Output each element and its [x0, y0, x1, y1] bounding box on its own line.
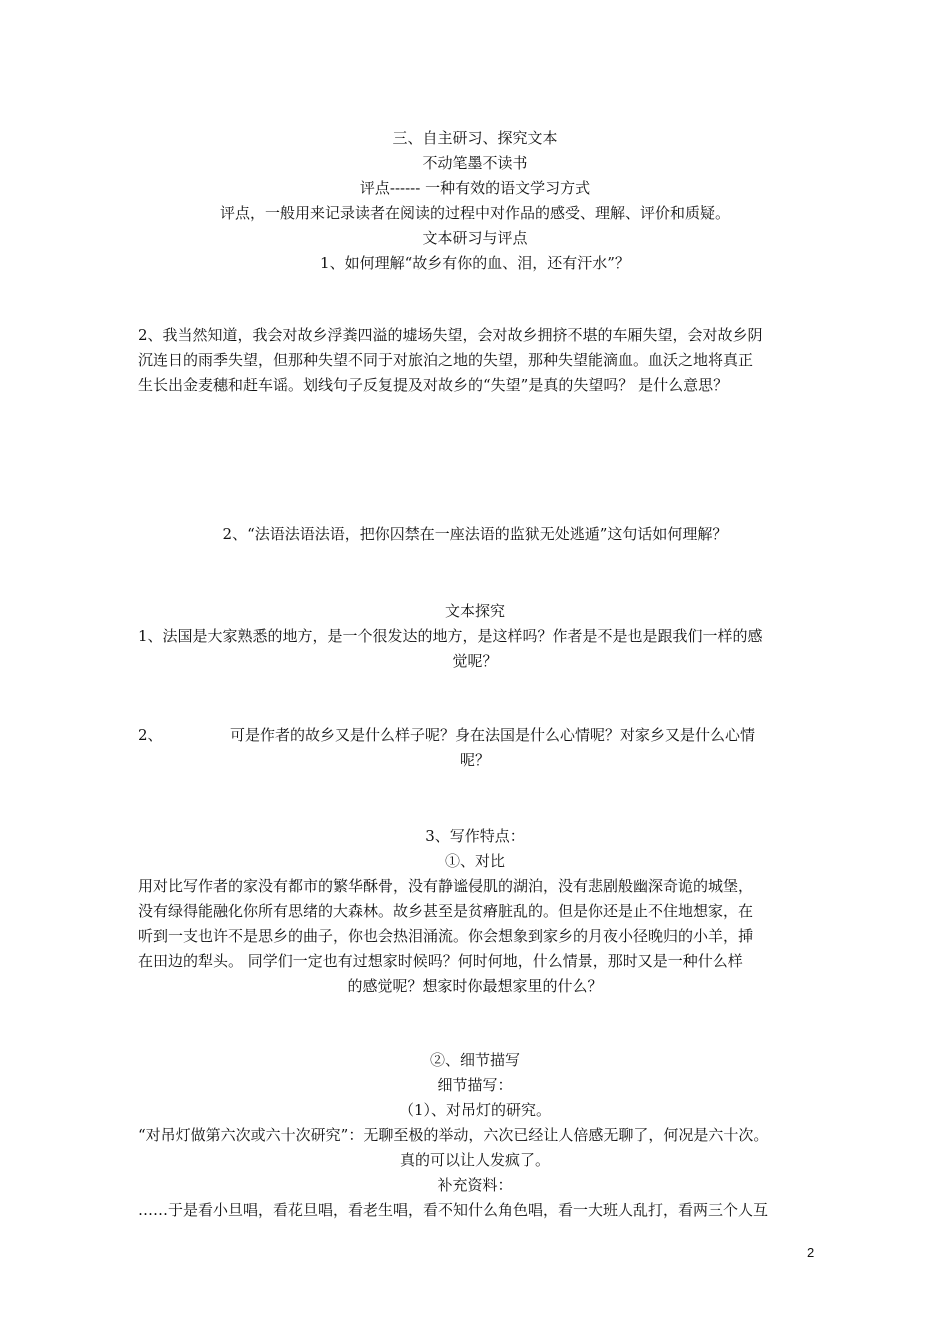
subheading: 评点------ 一种有效的语文学习方式 [359, 179, 591, 197]
page-number: 2 [807, 1245, 815, 1260]
paragraph-line: 1、法国是大家熟悉的地方，是一个很发达的地方，是这样吗？作者是不是也是跟我们一样的感 [138, 627, 763, 645]
question: 2、“法语法语法语，把你囚禁在一座法语的监狱无处逃遁”这句话如何理解？ [222, 525, 728, 543]
subheading: 3、写作特点： [425, 827, 525, 845]
paragraph-line: 生长出金麦穗和赶车谣。划线句子反复提及对故乡的“失望”是真的失望吗？ 是什么意思？ [138, 376, 729, 394]
paragraph-line: 用对比写作者的家没有都市的繁华酥骨，没有静谧侵肌的湖泊，没有悲剧般幽深奇诡的城堡， [138, 877, 754, 895]
subheading: 文本研习与评点 [422, 229, 528, 247]
paragraph-line: 在田边的犁头。 同学们一定也有过想家时候吗？何时何地，什么情景，那时又是一种什么样 [138, 952, 743, 970]
paragraph-line: 评点，一般用来记录读者在阅读的过程中对作品的感受、理解、评价和质疑。 [219, 204, 730, 222]
subheading: 文本探究 [444, 602, 505, 620]
subheading: 不动笔墨不读书 [422, 154, 528, 172]
paragraph-line: 没有绿得能融化你所有思绪的大森林。故乡甚至是贫瘠脏乱的。但是你还是止不住地想家，在 [138, 902, 754, 920]
section-heading: 三、自主研习、探究文本 [392, 129, 558, 147]
subheading: 细节描写： [437, 1076, 513, 1094]
subheading: 补充资料： [437, 1176, 513, 1194]
question: 1、如何理解“故乡有你的血、泪，还有汗水”？ [320, 254, 630, 272]
subheading: ①、对比 [444, 852, 505, 870]
question-number: 2、 [138, 726, 163, 744]
paragraph-line: 觉呢？ [452, 652, 498, 670]
paragraph-line: 听到一支也许不是思乡的曲子，你也会热泪涌流。你会想象到家乡的月夜小径晚归的小羊，挿 [138, 927, 754, 945]
subheading: （1）、对吊灯的研究。 [398, 1101, 552, 1119]
paragraph-line: ……于是看小旦唱，看花旦唱，看老生唱，看不知什么角色唱，看一大班人乱打，看两三个人互 [138, 1201, 769, 1219]
paragraph-line: 呢？ [459, 751, 490, 769]
paragraph-line: 沉连日的雨季失望，但那种失望不同于对旅泊之地的失望，那种失望能滴血。血沃之地将真正 [138, 351, 754, 369]
paragraph-line: 可是作者的故乡又是什么样子呢？身在法国是什么心情呢？对家乡又是什么心情 [230, 726, 756, 744]
paragraph-line: 真的可以让人发疯了。 [399, 1151, 550, 1169]
paragraph-line: 的感觉呢？想家时你最想家里的什么？ [347, 977, 603, 995]
paragraph-line: 2、我当然知道，我会对故乡浮粪四溢的墟场失望，会对故乡拥挤不堪的车厢失望，会对故乡阴 [138, 326, 763, 344]
subheading: ②、细节描写 [429, 1051, 520, 1069]
paragraph-line: “对吊灯做第六次或六十次研究”：无聊至极的举动，六次已经让人倍感无聊了，何况是六十次。 [138, 1126, 769, 1144]
